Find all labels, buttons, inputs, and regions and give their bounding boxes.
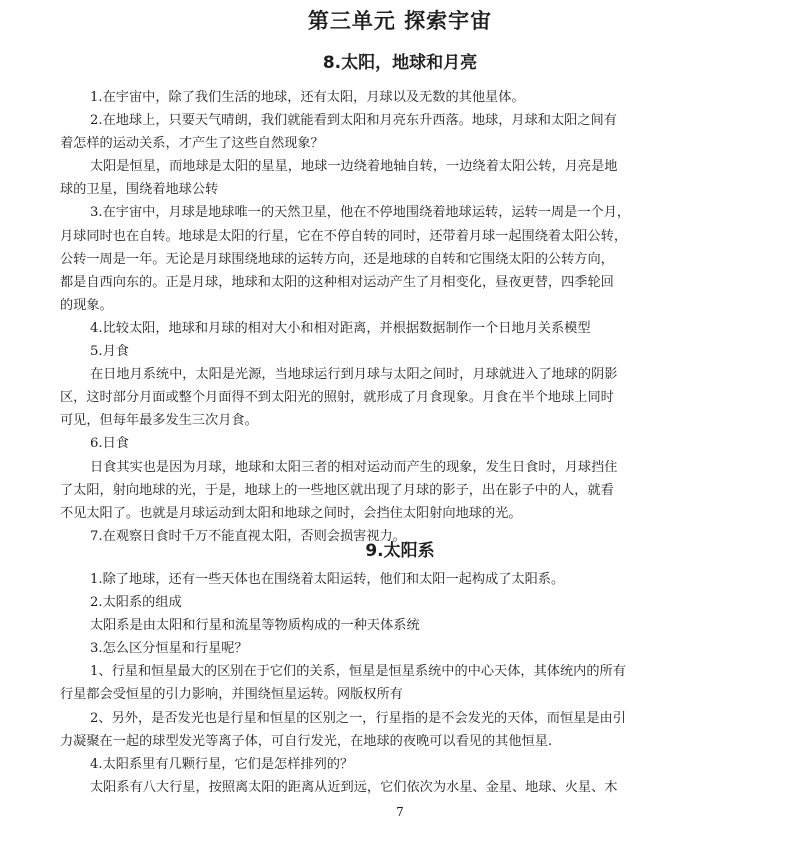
section-body-sun-earth-moon [60, 86, 752, 548]
paragraph-line: 1.除了地球，还有一些天体也在围绕着太阳运转，他们和太阳一起构成了太阳系。 [90, 572, 565, 587]
paragraph-line: 区，这时部分月面或整个月面得不到太阳光的照射，就形成了月食现象。月食在半个地球上同时 [60, 390, 614, 406]
paragraph-line: 4.比较太阳，地球和月球的相对大小和相对距离，并根据数据制作一个日地月关系模型 [90, 320, 591, 336]
paragraph-line: 太阳系有八大行星，按照离太阳的距离从近到远，它们依次为水星、金星、地球、火星、木 [90, 779, 618, 795]
paragraph-line: 日食其实也是因为月球，地球和太阳三者的相对运动而产生的现象，发生日食时，月球挡住 [90, 459, 618, 475]
paragraph-line: 1.在宇宙中，除了我们生活的地球，还有太阳，月球以及无数的其他星体。 [90, 90, 525, 105]
paragraph-line: 不见太阳了。也就是月球运动到太阳和地球之间时，会挡住太阳射向地球的光。 [60, 505, 522, 521]
paragraph-line: 太阳是恒星，而地球是太阳的星星，地球一边绕着地轴自转，一边绕着太阳公转，月亮是地 [90, 159, 618, 175]
unit-title: 第三单元 探索宇宙 [307, 9, 493, 33]
section-heading-solar-system: 9.太阳系 [365, 541, 435, 561]
paragraph-line: 4.太阳系里有几颗行星，它们是怎样排列的？ [90, 756, 354, 772]
paragraph-line: 3.怎么区分恒星和行星呢？ [90, 641, 248, 657]
paragraph-line: 力凝聚在一起的球型发光等离子体，可自行发光，在地球的夜晚可以看见的其他恒星. [60, 733, 553, 749]
paragraph-line: 6.日食 [90, 436, 129, 452]
paragraph-line: 1、行星和恒星最大的区别在于它们的关系，恒星是恒星系统中的中心天体，其体统内的所有 [90, 664, 626, 680]
page-number: 7 [396, 805, 404, 819]
paragraph-line: 在日地月系统中，太阳是光源，当地球运行到月球与太阳之间时，月球就进入了地球的阴影 [90, 367, 618, 383]
paragraph-line: 行星都会受恒星的引力影响，并围绕恒星运转。网版权所有 [60, 687, 403, 703]
paragraph-line: 着怎样的运动关系，才产生了这些自然现象？ [60, 136, 324, 152]
paragraph-line: 太阳系是由太阳和行星和流星等物质构成的一种天体系统 [90, 618, 420, 634]
paragraph-line: 了太阳，射向地球的光，于是，地球上的一些地区就出现了月球的影子，出在影子中的人，就看 [60, 482, 614, 498]
paragraph-line: 月球同时也在自转。地球是太阳的行星，它在不停自转的同时，还带着月球一起围绕着太阳公转， [60, 228, 628, 244]
paragraph-line: 2.太阳系的组成 [90, 595, 182, 611]
paragraph-line: 2.在地球上，只要天气晴朗，我们就能看到太阳和月亮东升西落。地球，月球和太阳之间有 [90, 113, 617, 129]
paragraph-line: 7.在观察日食时千万不能直视太阳，否则会损害视力。 [90, 528, 406, 544]
section-heading-sun-earth-moon: 8.太阳，地球和月亮 [322, 53, 478, 73]
paragraph-line: 的现象。 [60, 297, 113, 313]
paragraph-line: 3.在宇宙中，月球是地球唯一的天然卫星，他在不停地围绕着地球运转，运转一周是一个月， [90, 205, 631, 221]
paragraph-line: 公转一周是一年。无论是月球围绕地球的运转方向，还是地球的自转和它围绕太阳的公转方向， [60, 251, 614, 267]
paragraph-line: 5.月食 [90, 344, 129, 360]
paragraph-line: 2、另外，是否发光也是行星和恒星的区别之一，行星指的是不会发光的天体，而恒星是由引 [90, 710, 626, 726]
paragraph-line: 球的卫星，围绕着地球公转 [60, 182, 219, 198]
paragraph-line: 都是自西向东的。正是月球，地球和太阳的这种相对运动产生了月相变化，昼夜更替，四季轮回 [60, 274, 614, 290]
paragraph-line: 可见，但每年最多发生三次月食。 [60, 413, 258, 429]
section-body-solar-system [60, 568, 752, 799]
